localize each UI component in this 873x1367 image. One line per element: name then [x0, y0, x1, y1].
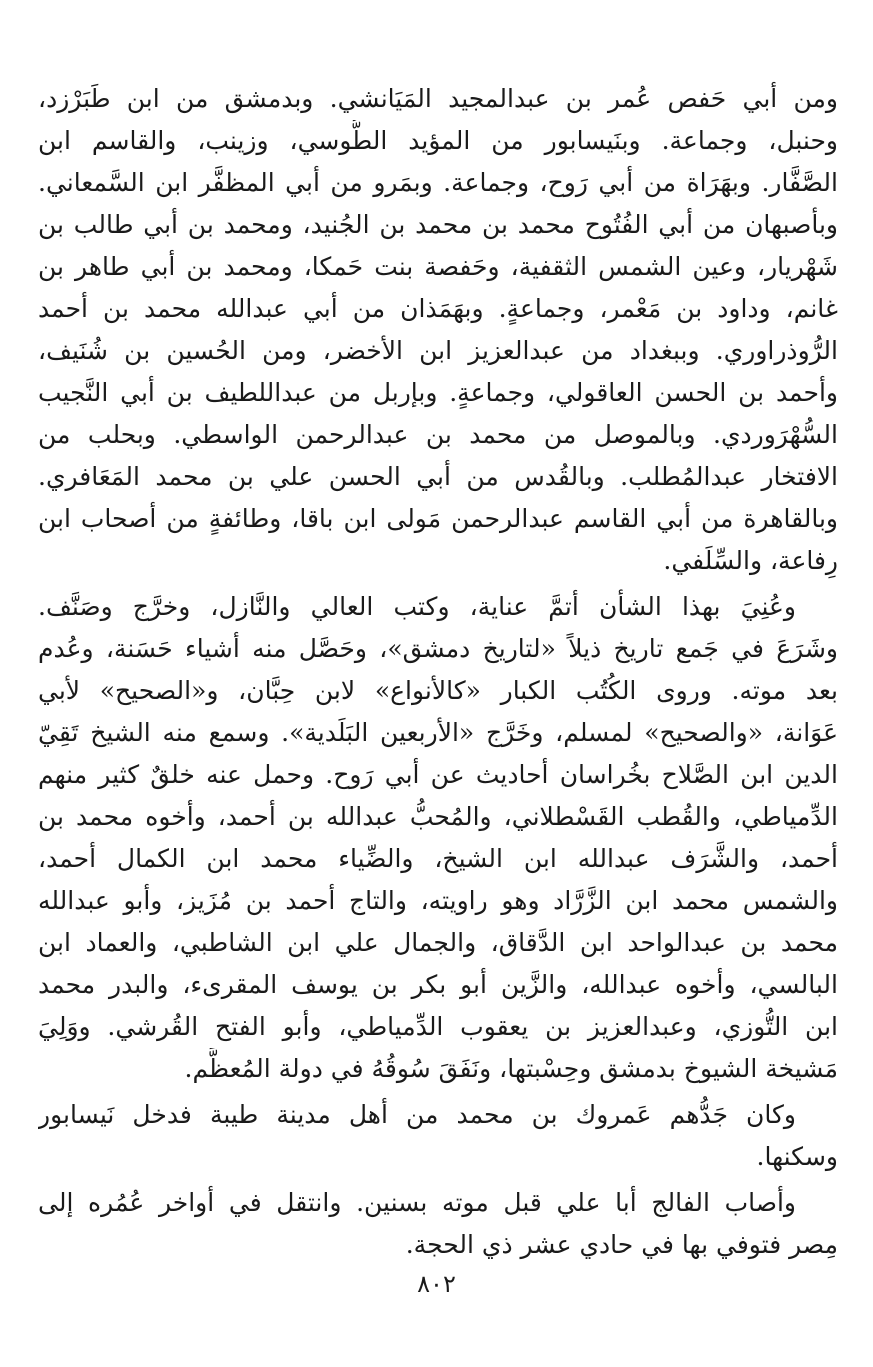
text-line: وكان جَدُّهم عَمروك بن محمد من أهل مدينة طيبة فدخل نَيسابور: [38, 1100, 796, 1129]
text-line: ابن التُّوزي، وعبدالعزيز بن يعقوب الدِّمياطي، وأبو الفتح القُرشي. ووَلِيَ: [38, 1012, 838, 1041]
text-line: ومن أبي حَفص عُمر بن عبدالمجيد المَيَانشي. وبدمشق من ابن طَبَرْزد،: [38, 84, 838, 113]
text-line: غانم، وداود بن مَعْمر، وجماعةٍ. وبهَمَذان من أبي عبدالله محمد بن أحمد: [38, 294, 838, 323]
text-line: وعُنِيَ بهذا الشأن أتمَّ عناية، وكتب العالي والنَّازل، وخرَّج وصَنَّف.: [38, 592, 796, 621]
paragraph: [38, 586, 838, 1090]
text-line: الدين ابن الصَّلاح بخُراسان أحاديث عن أبي رَوح. وحمل عنه خلقٌ كثير منهم: [38, 760, 838, 789]
text-line: رِفاعة، والسِّلَفي.: [663, 546, 838, 575]
text-line: محمد بن عبدالواحد ابن الدَّقاق، والجمال علي ابن الشاطبي، والعماد ابن: [38, 928, 838, 957]
text-line: البالسي، وأخوه عبدالله، والزَّين أبو بكر بن يوسف المقرىء، والبدر محمد: [38, 970, 838, 999]
text-line: مِصر فتوفي بها في حادي عشر ذي الحجة.: [405, 1230, 838, 1259]
paragraph: [38, 78, 838, 582]
text-line: الدِّمياطي، والقُطب القَسْطلاني، والمُحبُّ عبدالله بن أحمد، وأخوه محمد بن: [38, 802, 838, 831]
text-line: أحمد، والشَّرَف عبدالله ابن الشيخ، والضِّياء محمد ابن الكمال أحمد،: [38, 844, 838, 873]
text-line: وأحمد بن الحسن العاقولي، وجماعةٍ. وبإربل من عبداللطيف بن أبي النَّجيب: [38, 378, 838, 407]
text-line: وبالقاهرة من أبي القاسم عبدالرحمن مَولى ابن باقا، وطائفةٍ من أصحاب ابن: [38, 504, 838, 533]
text-line: وحنبل، وجماعة. وبنَيسابور من المؤيد الطُّوسي، وزينب، والقاسم ابن: [38, 126, 838, 155]
text-line: الصَّفَّار. وبهَرَاة من أبي رَوح، وجماعة. وبمَرو من أبي المظفَّر ابن السَّمعاني.: [38, 168, 838, 197]
page-number: ٨٠٢: [417, 1270, 456, 1298]
text-line: الافتخار عبدالمُطلب. وبالقُدس من أبي الحسن علي بن محمد المَعَافري.: [38, 462, 838, 491]
text-line: مَشيخة الشيوخ بدمشق وحِسْبتها، ونَفَقَ سُوقُهُ في دولة المُعظَّم.: [184, 1054, 838, 1083]
text-line: شَهْريار، وعين الشمس الثقفية، وحَفصة بنت حَمكا، ومحمد بن أبي طاهر بن: [38, 252, 838, 281]
body-text: [38, 78, 838, 1266]
text-line: وبأصبهان من أبي الفُتُوح محمد بن محمد بن الجُنيد، ومحمد بن أبي طالب بن: [38, 210, 838, 239]
text-line: وأصاب الفالج أبا علي قبل موته بسنين. وانتقل في أواخر عُمُره إلى: [38, 1188, 796, 1217]
text-line: بعد موته. وروى الكُتُب الكبار «كالأنواع» لابن حِبَّان، و«الصحيح» لأبي: [38, 676, 838, 705]
paragraph: [38, 1182, 838, 1266]
paragraph: [38, 1094, 838, 1178]
text-line: والشمس محمد ابن الزَّرَّاد وهو راويته، والتاج أحمد بن مُزَيز، وأبو عبدالله: [38, 886, 838, 915]
text-line: الرُّوذراوري. وببغداد من عبدالعزيز ابن الأخضر، ومن الحُسين بن شُنَيف،: [38, 336, 838, 365]
text-line: السُّهْرَوردي. وبالموصل من محمد بن عبدالرحمن الواسطي. وبحلب من: [38, 420, 838, 449]
text-line: وشَرَعَ في جَمع تاريخ ذيلاً «لتاريخ دمشق»، وحَصَّل منه أشياء حَسَنة، وعُدم: [38, 634, 838, 663]
text-line: وسكنها.: [756, 1142, 838, 1171]
text-line: عَوَانة، «والصحيح» لمسلم، وخَرَّج «الأربعين البَلَدية». وسمع منه الشيخ تَقِيّ: [38, 718, 838, 747]
